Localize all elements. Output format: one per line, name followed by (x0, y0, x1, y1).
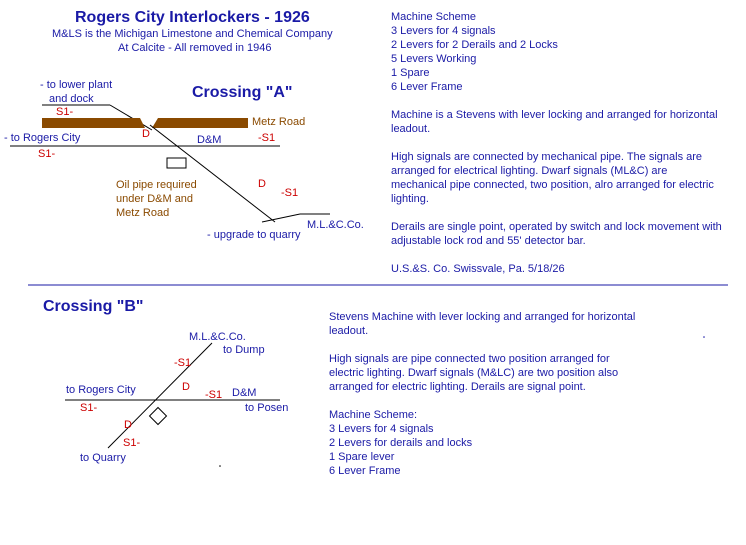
scheme-a-list: Machine Scheme 3 Levers for 4 signals 2 Levers for 2 Derails and 2 Locks 5 Levers Working 1 Spare 6 Lever Frame (391, 11, 558, 93)
label-to-rogers-city-a: - to Rogers City (4, 132, 81, 144)
metz-road-left (42, 118, 145, 128)
crossing-a-heading: Crossing "A" (192, 84, 293, 101)
label-to-dump: to Dump (223, 344, 265, 356)
signal-neg-s1-top-b: -S1 (174, 357, 192, 369)
label-and-dock: and dock (49, 93, 94, 105)
signal-neg-s1-mid-b: -S1 (205, 389, 223, 401)
label-dm-a: D&M (197, 134, 222, 146)
derail-d-lower-b: D (124, 419, 132, 431)
derail-d-lower-a: D (258, 178, 266, 190)
signal-s1-left-a: S1- (38, 148, 56, 160)
page-title: Rogers City Interlockers - 1926 (75, 9, 310, 26)
scheme-b-para-1: Stevens Machine with lever locking and arranged for horizontal leadout. (329, 311, 636, 337)
scheme-b-list: Machine Scheme: 3 Levers for 4 signals 2 Levers for derails and locks 1 Spare lever 6 Lever Frame (329, 409, 473, 477)
signal-s1-top-a: S1- (56, 106, 74, 118)
label-to-lower-plant: - to lower plant (40, 79, 113, 91)
subtitle-line-2: At Calcite - All removed in 1946 (118, 42, 272, 54)
subtitle-line-1: M&LS is the Michigan Limestone and Chemical Company (52, 28, 333, 40)
label-metz-road: Metz Road (252, 116, 306, 128)
scheme-a-footer: U.S.&S. Co. Swissvale, Pa. 5/18/26 (391, 263, 565, 275)
interlocker-box-b (150, 408, 167, 425)
signal-neg-s1-right-a: -S1 (258, 132, 276, 144)
scheme-a-para-3: Derails are single point, operated by switch and lock movement with adjustable lock rod and 55' detector bar. (391, 221, 722, 247)
scheme-a-para-1: Machine is a Stevens with lever locking and arranged for horizontal leadout. (391, 109, 718, 135)
oil-pipe-note: Oil pipe required under D&M and Metz Road (116, 179, 197, 219)
signal-neg-s1-lower-a: -S1 (281, 187, 299, 199)
label-dm-b: D&M (232, 387, 257, 399)
label-upgrade-to-quarry: - upgrade to quarry (207, 229, 301, 241)
mlc-spur-a (262, 214, 300, 222)
derail-d-upper-b: D (182, 381, 190, 393)
signal-s1-left-b: S1- (80, 402, 98, 414)
crossing-b-heading: Crossing "B" (43, 298, 144, 315)
dot-b1 (219, 465, 221, 467)
signal-s1-bottom-b: S1- (123, 437, 141, 449)
label-mlc-b: M.L.&C.Co. (189, 331, 246, 343)
label-to-rogers-city-b: to Rogers City (66, 384, 136, 396)
metz-road-right (152, 118, 248, 128)
scheme-a-para-2: High signals are connected by mechanical pipe. The signals are arranged for electrical lighting. Dwarf signals (ML&C) are mechanical pipe connected, two position, alro arranged for electric lighting. (391, 151, 714, 205)
scheme-b-para-2: High signals are pipe connected two position arranged for electric lighting. Dwarf signals (M&LC) are two position also arranged for electric lighting. Derails are signal point. (329, 353, 619, 393)
interlocker-box-a (167, 158, 186, 168)
label-to-posen: to Posen (245, 402, 289, 414)
dot-b2 (703, 336, 705, 338)
derail-d-left-a: D (142, 128, 150, 140)
label-mlc-a: M.L.&C.Co. (307, 219, 364, 231)
label-to-quarry-b: to Quarry (80, 452, 126, 464)
